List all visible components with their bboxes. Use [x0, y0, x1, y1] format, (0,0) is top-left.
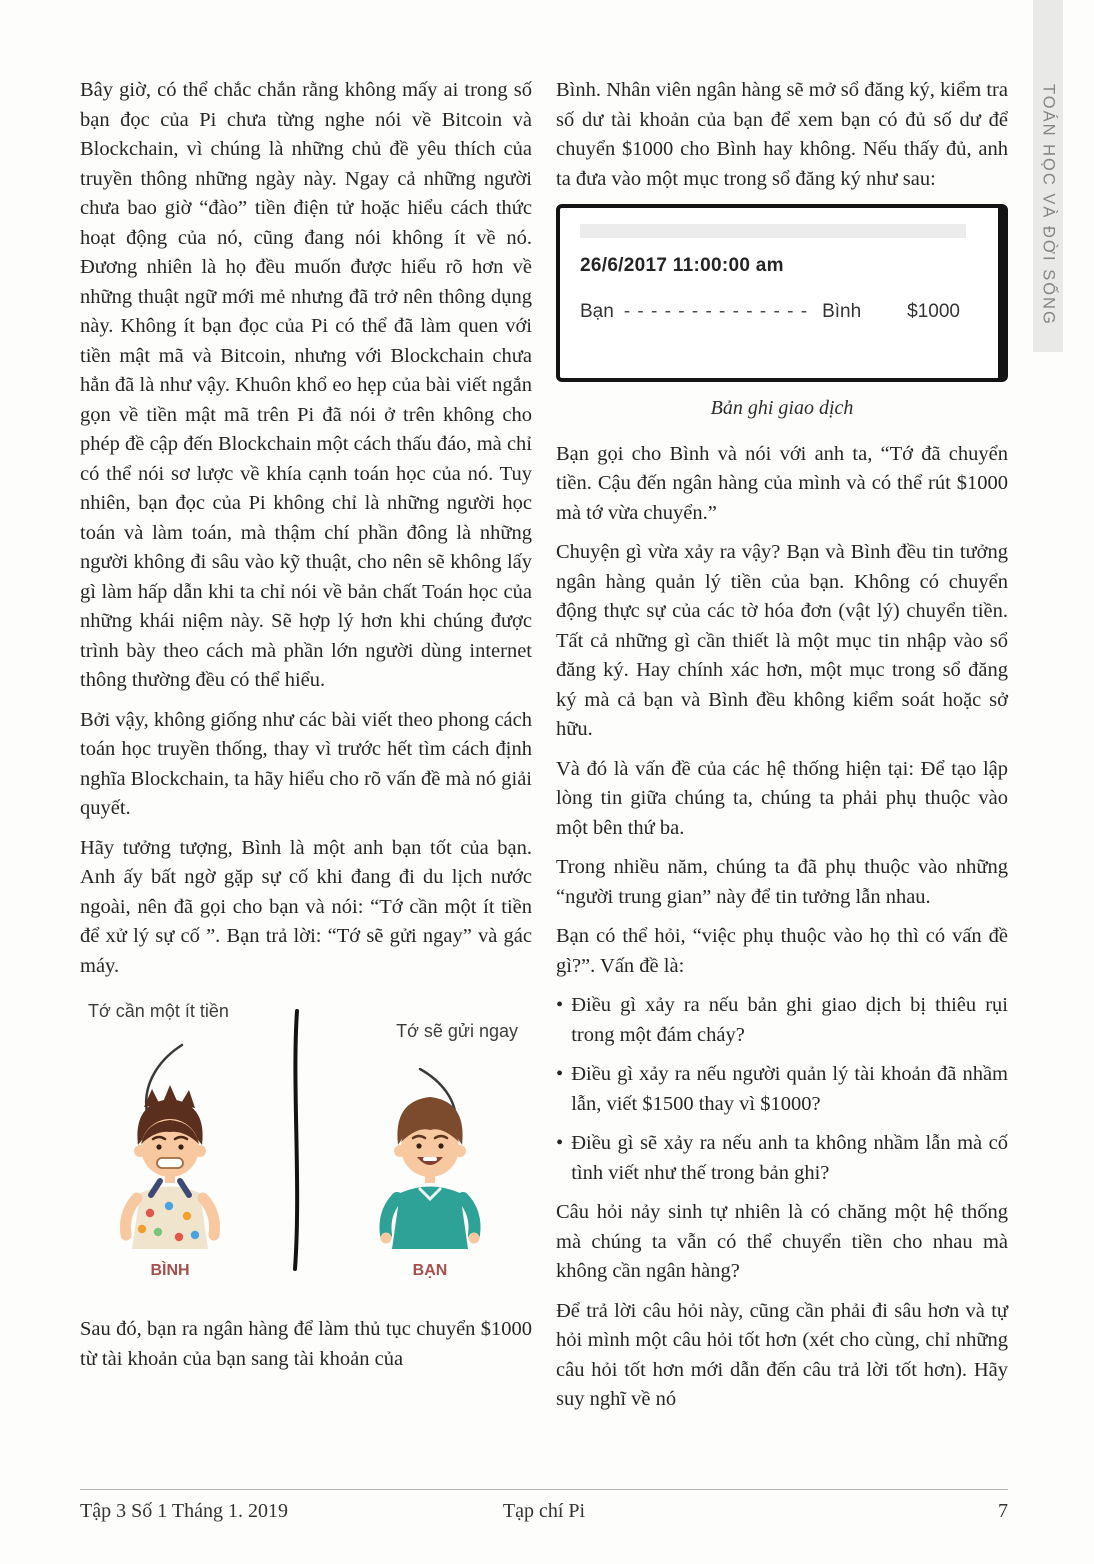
body-paragraph: Bạn gọi cho Bình và nói với anh ta, “Tớ đã chuyển tiền. Cậu đến ngân hàng của mình và có thể rút $1000 mà tớ vừa chuyển.” — [556, 442, 1008, 524]
body-paragraph: Câu hỏi nảy sinh tự nhiên là có chăng một hệ thống mà chúng ta vẫn có thể chuyển tiền cho nhau mà không cần ngân hàng? — [556, 1201, 1008, 1282]
ledger-header-band — [580, 224, 966, 238]
ledger-receiver: Bình — [822, 300, 862, 322]
footer-issue: Tập 3 Số 1 Tháng 1. 2019 — [80, 1500, 288, 1522]
body-paragraph: Bây giờ, có thể chắc chắn rằng không mấy ai trong số bạn đọc của Pi chưa từng nghe nói về Bitcoin và Blockchain, vì chúng là những chủ đề yêu thích của truyền thông những ngày này. Ngay cả những người chưa bao giờ “đào” tiền điện tử hoặc hiểu cách thức hoạt động của nó, cũng đang nói không ít về nó. Đương nhiên là họ đều muốn được hiểu rõ hơn về những thuật ngữ mới mẻ nhưng đã trở nên thông dụng này. Không ít bạn đọc của Pi có thể đã làm quen với tiền mật mã và Bitcoin, nhưng với Blockchain chưa hẳn đã là như vậy. Khuôn khổ eo hẹp của bài viết ngắn gọn về tiền mật mã trên Pi đã nói ở trên không cho phép đề cập đến Blockchain một cách thấu đáo, mà chỉ có thể nói sơ lược về khía cạnh toán học của nó. Tuy nhiên, bạn đọc của Pi không chỉ là những người học toán và làm toán, mà thậm chí phần đông là những người không đi sâu vào kỹ thuật, cho nên sẽ không lấy gì làm hấp dẫn khi ta chỉ nói về bản chất Toán học của những khái niệm này. Sẽ hợp lý hơn khi chúng được trình bày theo cách mà phần lớn người dùng internet thông thường đều có thể hiểu. — [80, 79, 532, 691]
body-paragraph: Trong nhiều năm, chúng ta đã phụ thuộc vào những “người trung gian” này để tin tưởng lẫn nhau. — [556, 856, 1008, 908]
ledger-caption: Bản ghi giao dịch — [710, 397, 854, 419]
body-paragraph: Bạn có thể hỏi, “việc phụ thuộc vào họ thì có vấn đề gì?”. Vấn đề là: — [556, 925, 1008, 977]
body-paragraph: Để trả lời câu hỏi này, cũng cần phải đi sâu hơn và tự hỏi mình một câu hỏi tốt hơn (xét cho cùng, chỉ những câu hỏi tốt hơn mới dẫn đến câu trả lời tốt hơn). Hãy suy nghĩ về nó — [556, 1299, 1008, 1410]
ban-character — [381, 1097, 480, 1249]
bullet-marker: • — [556, 1132, 564, 1154]
ledger-amount: $1000 — [907, 300, 960, 322]
bullet-marker: • — [556, 1063, 564, 1085]
speech-text-ban: Tớ sẽ gửi ngay — [396, 1021, 518, 1041]
ledger-record-box — [556, 204, 1008, 382]
footer-divider — [80, 1489, 1008, 1490]
right-column — [556, 76, 1008, 1425]
ledger-entry-row — [580, 297, 978, 327]
divider-line — [295, 1011, 297, 1269]
sidebar-section-band — [1033, 0, 1063, 352]
bullet-marker: • — [556, 994, 564, 1016]
bullet-item: • Điều gì sẽ xảy ra nếu anh ta không nhầm lẫn mà cố tình viết như thế trong bản ghi? — [556, 1129, 1008, 1188]
footer — [80, 1500, 1008, 1523]
body-paragraph: Và đó là vấn đề của các hệ thống hiện tại: Để tạo lập lòng tin giữa chúng ta, chúng ta phải phụ thuộc vào một bên thứ ba. — [556, 757, 1008, 839]
characters-drawing — [80, 995, 530, 1287]
body-paragraph: Sau đó, bạn ra ngân hàng để làm thủ tục chuyển $1000 từ tài khoản của bạn sang tài khoản của — [80, 1318, 532, 1370]
binh-character — [125, 1085, 214, 1249]
footer-journal-name: Tạp chí Pi — [502, 1500, 586, 1522]
body-paragraph: Chuyện gì vừa xảy ra vậy? Bạn và Bình đều tin tưởng ngân hàng quản lý tiền của bạn. Không có chuyển động thực sự của các tờ hóa đơn (vật lý) chuyển tiền. Tất cả những gì cần thiết là một mục tin nhập vào sổ đăng ký. Hay chính xác hơn, một mục trong sổ đăng ký mà cả bạn và Bình đều không kiểm soát hoặc sở hữu. — [556, 541, 1008, 740]
ledger-sender: Bạn — [580, 300, 614, 322]
left-column — [80, 76, 532, 1384]
bullet-item: • Điều gì xảy ra nếu người quản lý tài khoản đã nhầm lẫn, viết $1500 thay vì $1000? — [556, 1060, 1008, 1119]
phone-call-illustration — [80, 995, 530, 1287]
footer-page-number: 7 — [998, 1500, 1008, 1522]
speech-text-binh: Tớ cần một ít tiền — [88, 1001, 229, 1021]
section-vertical-label: TOÁN HỌC VÀ ĐỜI SỐNG — [1039, 84, 1058, 326]
ledger-dashes: - - - - - - - - - - - - - - — [623, 300, 809, 322]
body-paragraph: Bởi vậy, không giống như các bài viết theo phong cách toán học truyền thống, thay vì trước hết tìm cách định nghĩa Blockchain, ta hãy hiểu cho rõ vấn đề mà nó giải quyết. — [80, 708, 533, 819]
ledger-datetime: 26/6/2017 11:00:00 am — [580, 255, 784, 276]
character-label-ban: BẠN — [412, 1261, 448, 1279]
character-label-binh: BÌNH — [150, 1261, 190, 1279]
body-paragraph: Hãy tưởng tượng, Bình là một anh bạn tốt của bạn. Anh ấy bất ngờ gặp sự cố khi đang đi du lịch nước ngoài, nên đã gọi cho bạn và nói: “Tớ cần một ít tiền để xử lý sự cố ”. Bạn trả lời: “Tớ sẽ gửi ngay” và gác máy. — [80, 836, 532, 977]
bullet-item: • Điều gì xảy ra nếu bản ghi giao dịch bị thiêu rụi trong một đám cháy? — [556, 991, 1008, 1050]
body-paragraph: Bình. Nhân viên ngân hàng sẽ mở sổ đăng ký, kiểm tra số dư tài khoản của bạn để xem bạn có đủ số dư để chuyển $1000 cho Bình hay không. Nếu thấy đủ, anh ta đưa vào một mục trong sổ đăng ký như sau: — [556, 79, 1008, 190]
